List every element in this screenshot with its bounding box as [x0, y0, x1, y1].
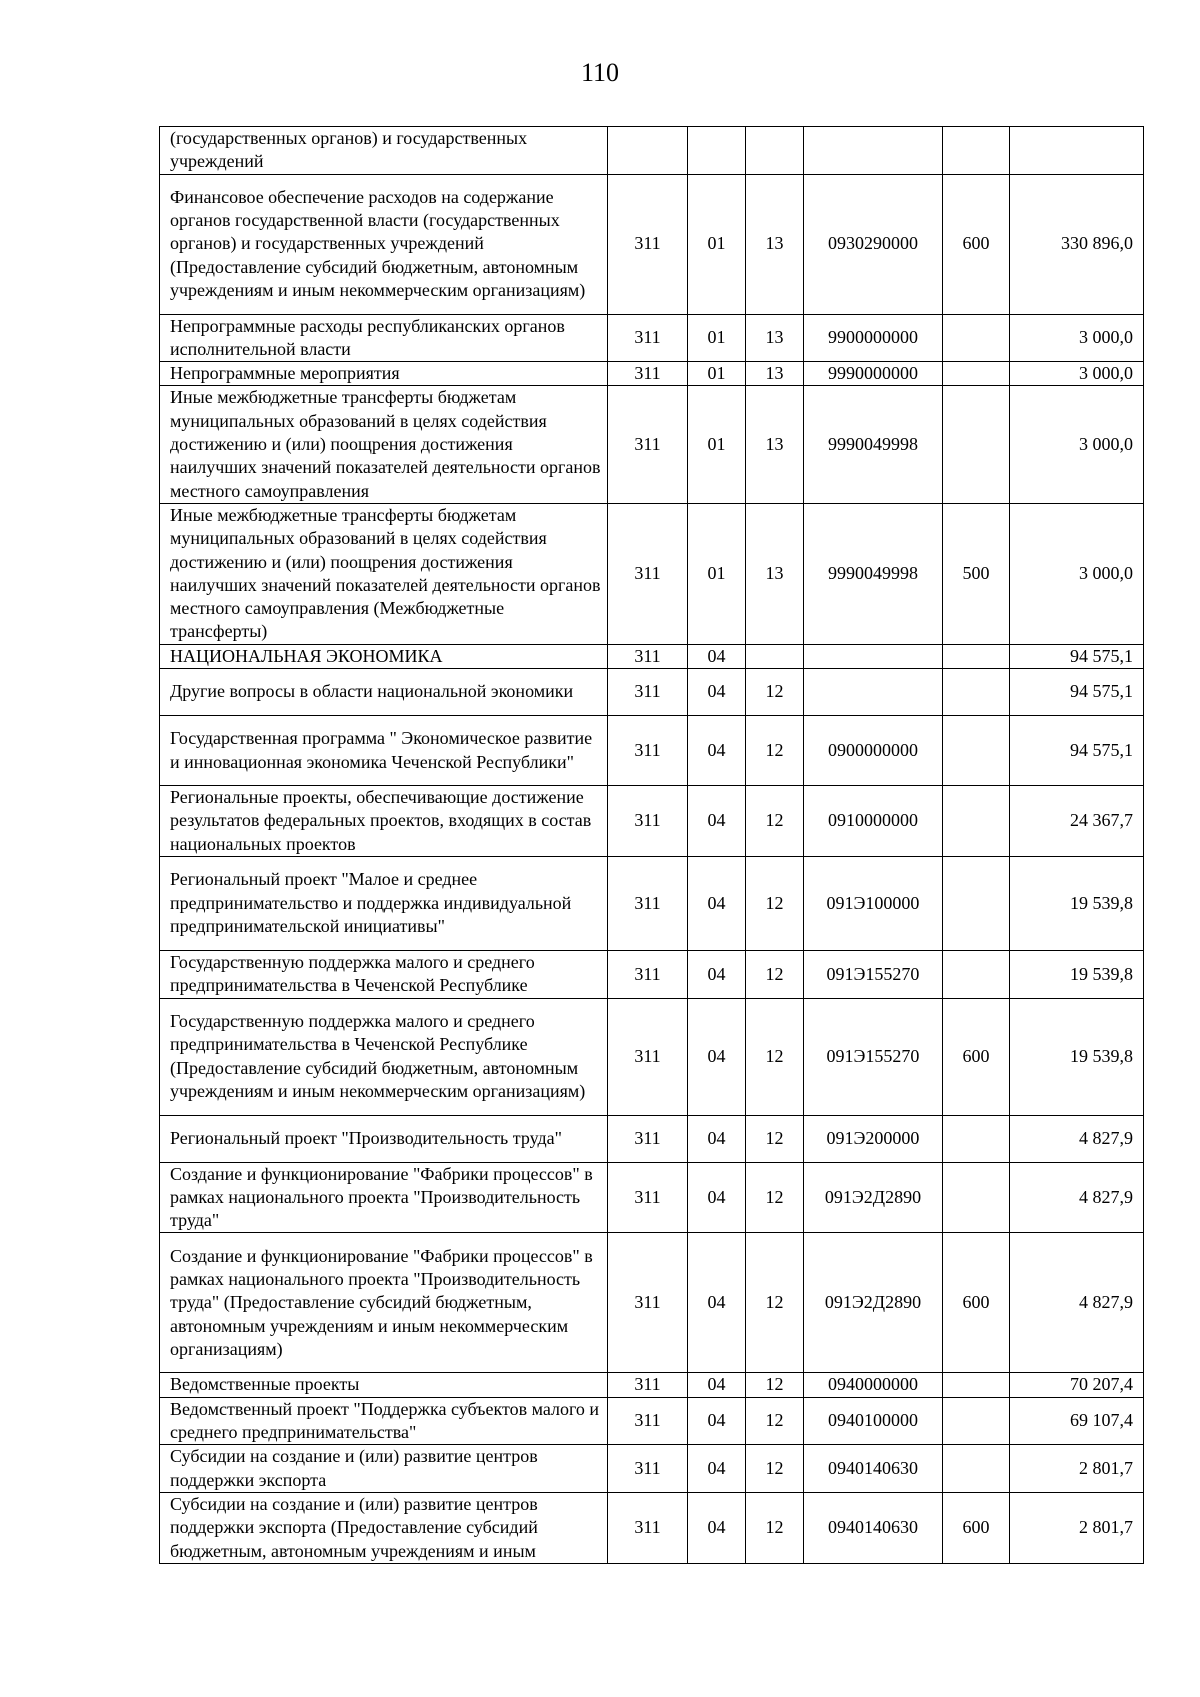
cell-subsection: 12: [746, 1397, 804, 1445]
cell-expense-type: [943, 1445, 1010, 1493]
cell-expense-type: [943, 386, 1010, 503]
cell-section: 01: [688, 314, 746, 362]
cell-admin-code: 311: [608, 856, 688, 950]
table-row: [160, 1445, 1144, 1493]
table-row: [160, 950, 1144, 998]
cell-subsection: 13: [746, 386, 804, 503]
table-row: [160, 669, 1144, 716]
cell-subsection: 12: [746, 998, 804, 1115]
cell-target-code: 091Э100000: [804, 856, 943, 950]
cell-subsection: 13: [746, 174, 804, 314]
cell-amount: 19 539,8: [1010, 856, 1144, 950]
cell-expense-type: [943, 950, 1010, 998]
cell-section: [688, 127, 746, 175]
cell-admin-code: 311: [608, 669, 688, 716]
cell-section: 04: [688, 1162, 746, 1233]
cell-name: Финансовое обеспечение расходов на содержание органов государственной власти (государственных органов) и государственных учреждений (Предоставление субсидий бюджетным, автономным учреждениям и иным некоммерческим организациям): [160, 174, 608, 314]
cell-target-code: 0910000000: [804, 786, 943, 857]
cell-target-code: 9990000000: [804, 362, 943, 386]
cell-section: 04: [688, 669, 746, 716]
cell-amount: 3 000,0: [1010, 386, 1144, 503]
cell-admin-code: 311: [608, 786, 688, 857]
cell-admin-code: [608, 127, 688, 175]
cell-amount: 4 827,9: [1010, 1162, 1144, 1233]
cell-expense-type: [943, 644, 1010, 668]
cell-subsection: [746, 127, 804, 175]
cell-section: 04: [688, 1445, 746, 1493]
cell-subsection: 12: [746, 669, 804, 716]
cell-target-code: 0940140630: [804, 1445, 943, 1493]
cell-expense-type: [943, 362, 1010, 386]
cell-admin-code: 311: [608, 644, 688, 668]
table-row: [160, 1492, 1144, 1563]
cell-admin-code: 311: [608, 386, 688, 503]
cell-name: Создание и функционирование "Фабрики процессов" в рамках национального проекта "Производительность труда" (Предоставление субсидий бюджетным, автономным учреждениям и иным некоммерческим организациям): [160, 1233, 608, 1373]
table-row: [160, 1115, 1144, 1162]
cell-name: (государственных органов) и государственных учреждений: [160, 127, 608, 175]
cell-section: 04: [688, 856, 746, 950]
cell-expense-type: 600: [943, 174, 1010, 314]
table-row: [160, 362, 1144, 386]
cell-amount: 19 539,8: [1010, 998, 1144, 1115]
page-number: 110: [580, 58, 620, 87]
cell-admin-code: 311: [608, 1373, 688, 1397]
cell-amount: 69 107,4: [1010, 1397, 1144, 1445]
cell-expense-type: [943, 1115, 1010, 1162]
table-row: [160, 314, 1144, 362]
cell-admin-code: 311: [608, 1162, 688, 1233]
table-row: [160, 998, 1144, 1115]
cell-target-code: 091Э200000: [804, 1115, 943, 1162]
cell-name: Другие вопросы в области национальной экономики: [160, 669, 608, 716]
cell-target-code: 0940100000: [804, 1397, 943, 1445]
cell-admin-code: 311: [608, 503, 688, 644]
cell-section: 01: [688, 386, 746, 503]
table-row: [160, 1373, 1144, 1397]
cell-expense-type: [943, 1373, 1010, 1397]
cell-admin-code: 311: [608, 716, 688, 786]
cell-admin-code: 311: [608, 362, 688, 386]
cell-amount: 94 575,1: [1010, 669, 1144, 716]
cell-amount: 70 207,4: [1010, 1373, 1144, 1397]
table-row: [160, 174, 1144, 314]
table-body: [160, 127, 1144, 1564]
cell-amount: 94 575,1: [1010, 716, 1144, 786]
cell-admin-code: 311: [608, 174, 688, 314]
cell-name: Ведомственный проект "Поддержка субъектов малого и среднего предпринимательства": [160, 1397, 608, 1445]
cell-expense-type: [943, 786, 1010, 857]
cell-target-code: [804, 644, 943, 668]
cell-amount: 4 827,9: [1010, 1233, 1144, 1373]
cell-name: Региональный проект "Малое и среднее предпринимательство и поддержка индивидуальной предпринимательской инициативы": [160, 856, 608, 950]
cell-subsection: 12: [746, 1445, 804, 1493]
cell-target-code: 9990049998: [804, 503, 943, 644]
cell-target-code: 9900000000: [804, 314, 943, 362]
budget-table: [159, 126, 1144, 1564]
cell-section: 04: [688, 1397, 746, 1445]
cell-name: НАЦИОНАЛЬНАЯ ЭКОНОМИКА: [160, 644, 608, 668]
cell-expense-type: [943, 716, 1010, 786]
cell-expense-type: 600: [943, 998, 1010, 1115]
cell-name: Субсидии на создание и (или) развитие центров поддержки экспорта (Предоставление субсидий бюджетным, автономным учреждениям и иным: [160, 1492, 608, 1563]
table-row: [160, 1397, 1144, 1445]
cell-admin-code: 311: [608, 950, 688, 998]
cell-target-code: 091Э2Д2890: [804, 1233, 943, 1373]
cell-section: 04: [688, 1373, 746, 1397]
cell-amount: 3 000,0: [1010, 314, 1144, 362]
cell-target-code: [804, 127, 943, 175]
cell-expense-type: [943, 856, 1010, 950]
cell-amount: 2 801,7: [1010, 1445, 1144, 1493]
cell-section: 04: [688, 786, 746, 857]
cell-section: 04: [688, 1115, 746, 1162]
cell-name: Государственную поддержка малого и среднего предпринимательства в Чеченской Республике (Предоставление субсидий бюджетным, автономным учреждениям и иным некоммерческим организациям): [160, 998, 608, 1115]
table-row: [160, 386, 1144, 503]
cell-name: Государственную поддержка малого и среднего предпринимательства в Чеченской Республике: [160, 950, 608, 998]
cell-section: 01: [688, 503, 746, 644]
cell-subsection: 13: [746, 314, 804, 362]
cell-expense-type: [943, 1397, 1010, 1445]
cell-subsection: 12: [746, 1115, 804, 1162]
cell-amount: 3 000,0: [1010, 362, 1144, 386]
table-row: [160, 503, 1144, 644]
cell-target-code: 0900000000: [804, 716, 943, 786]
table-row: [160, 856, 1144, 950]
cell-subsection: 13: [746, 362, 804, 386]
cell-amount: 94 575,1: [1010, 644, 1144, 668]
cell-target-code: 091Э155270: [804, 950, 943, 998]
cell-subsection: 12: [746, 786, 804, 857]
cell-name: Ведомственные проекты: [160, 1373, 608, 1397]
cell-expense-type: 600: [943, 1233, 1010, 1373]
cell-expense-type: [943, 314, 1010, 362]
cell-expense-type: 500: [943, 503, 1010, 644]
cell-admin-code: 311: [608, 1445, 688, 1493]
cell-name: Непрограммные мероприятия: [160, 362, 608, 386]
cell-target-code: 0940000000: [804, 1373, 943, 1397]
cell-subsection: 12: [746, 716, 804, 786]
cell-section: 04: [688, 1492, 746, 1563]
cell-amount: [1010, 127, 1144, 175]
cell-subsection: 12: [746, 1373, 804, 1397]
cell-expense-type: 600: [943, 1492, 1010, 1563]
cell-expense-type: [943, 669, 1010, 716]
cell-expense-type: [943, 127, 1010, 175]
cell-name: Иные межбюджетные трансферты бюджетам муниципальных образований в целях содействия достижению и (или) поощрения достижения наилучших значений показателей деятельности органов местного самоуправления: [160, 386, 608, 503]
cell-target-code: 9990049998: [804, 386, 943, 503]
cell-subsection: 12: [746, 1492, 804, 1563]
cell-section: 01: [688, 362, 746, 386]
cell-target-code: 091Э155270: [804, 998, 943, 1115]
cell-name: Региональные проекты, обеспечивающие достижение результатов федеральных проектов, входящих в состав национальных проектов: [160, 786, 608, 857]
cell-amount: 24 367,7: [1010, 786, 1144, 857]
cell-admin-code: 311: [608, 1397, 688, 1445]
cell-name: Государственная программа " Экономическое развитие и инновационная экономика Чеченской Республики": [160, 716, 608, 786]
cell-name: Региональный проект "Производительность труда": [160, 1115, 608, 1162]
cell-section: 04: [688, 950, 746, 998]
cell-amount: 3 000,0: [1010, 503, 1144, 644]
cell-admin-code: 311: [608, 1233, 688, 1373]
cell-target-code: [804, 669, 943, 716]
table-row: [160, 716, 1144, 786]
table-row: [160, 786, 1144, 857]
cell-admin-code: 311: [608, 1115, 688, 1162]
cell-section: 04: [688, 998, 746, 1115]
table-row: [160, 1233, 1144, 1373]
cell-target-code: 0930290000: [804, 174, 943, 314]
table-row: [160, 127, 1144, 175]
cell-amount: 330 896,0: [1010, 174, 1144, 314]
cell-target-code: 0940140630: [804, 1492, 943, 1563]
cell-admin-code: 311: [608, 998, 688, 1115]
cell-section: 04: [688, 644, 746, 668]
cell-amount: 4 827,9: [1010, 1115, 1144, 1162]
cell-admin-code: 311: [608, 314, 688, 362]
cell-name: Непрограммные расходы республиканских органов исполнительной власти: [160, 314, 608, 362]
cell-name: Иные межбюджетные трансферты бюджетам муниципальных образований в целях содействия достижению и (или) поощрения достижения наилучших значений показателей деятельности органов местного самоуправления (Межбюджетные трансферты): [160, 503, 608, 644]
table-row: [160, 644, 1144, 668]
cell-amount: 2 801,7: [1010, 1492, 1144, 1563]
cell-subsection: 12: [746, 856, 804, 950]
cell-target-code: 091Э2Д2890: [804, 1162, 943, 1233]
cell-expense-type: [943, 1162, 1010, 1233]
cell-section: 04: [688, 1233, 746, 1373]
cell-subsection: [746, 644, 804, 668]
cell-section: 04: [688, 716, 746, 786]
cell-subsection: 13: [746, 503, 804, 644]
cell-subsection: 12: [746, 950, 804, 998]
cell-amount: 19 539,8: [1010, 950, 1144, 998]
cell-section: 01: [688, 174, 746, 314]
cell-name: Создание и функционирование "Фабрики процессов" в рамках национального проекта "Производительность труда": [160, 1162, 608, 1233]
cell-subsection: 12: [746, 1233, 804, 1373]
cell-subsection: 12: [746, 1162, 804, 1233]
table-row: [160, 1162, 1144, 1233]
cell-name: Субсидии на создание и (или) развитие центров поддержки экспорта: [160, 1445, 608, 1493]
cell-admin-code: 311: [608, 1492, 688, 1563]
